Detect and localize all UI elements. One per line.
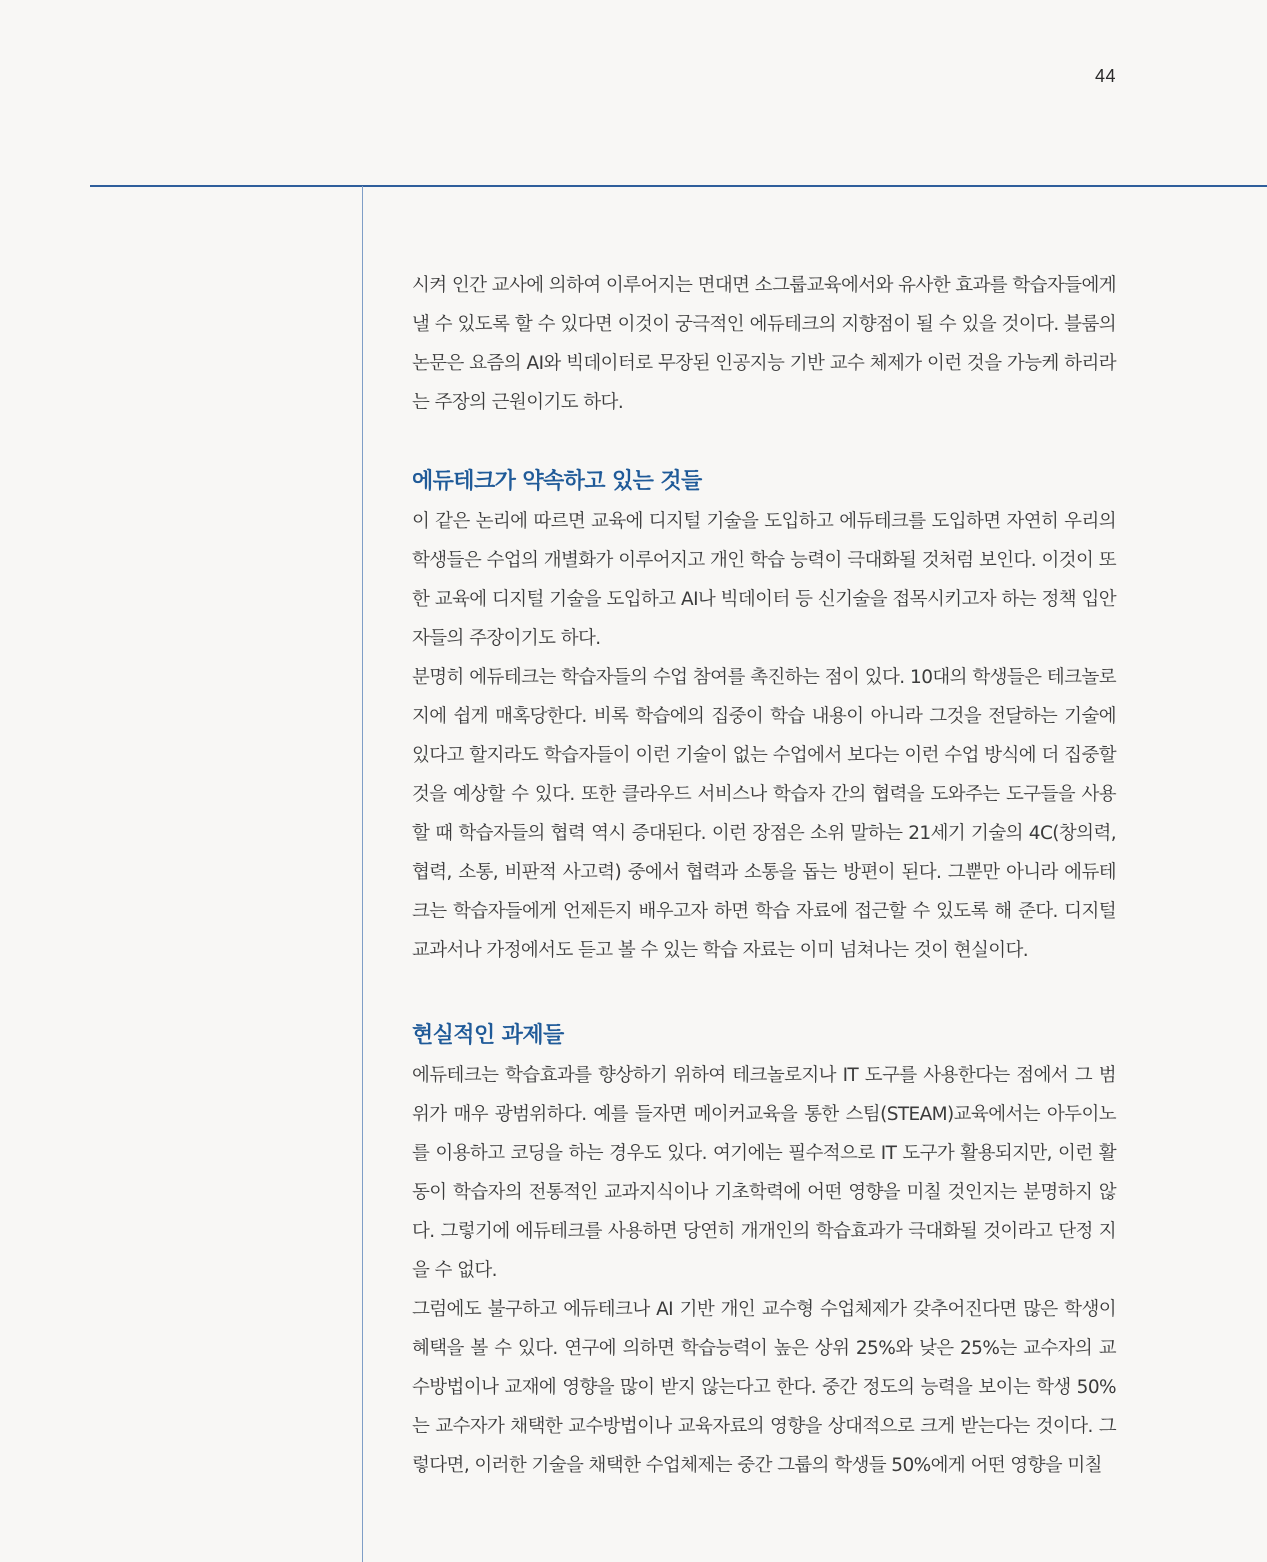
article-body bbox=[412, 266, 1116, 1485]
body-paragraph: 에듀테크는 학습효과를 향상하기 위하여 테크놀로지나 IT 도구를 사용한다는 점에서 그 범위가 매우 광범위하다. 예를 들자면 메이커교육을 통한 스팀(STEAM)교육에서는 아두이노를 이용하고 코딩을 하는 경우도 있다. 여기에는 필수적으로 IT 도구가 활용되지만, 이런 활동이 학습자의 전통적인 교과지식이나 기초학력에 어떤 영향을 미칠 것인지는 분명하지 않다. 그렇기에 에듀테크를 사용하면 당연히 개개인의 학습효과가 극대화될 것이라고 단정 지을 수 없다. bbox=[412, 1065, 1116, 1281]
body-paragraph: 그럼에도 불구하고 에듀테크나 AI 기반 개인 교수형 수업체제가 갖추어진다면 많은 학생이 혜택을 볼 수 있다. 연구에 의하면 학습능력이 높은 상위 25%와 낮은 25%는 교수자의 교수방법이나 교재에 영향을 많이 받지 않는다고 한다. 중간 정도의 능력을 보이는 학생 50%는 교수자가 채택한 교수방법이나 교육자료의 영향을 상대적으로 크게 받는다는 것이다. 그렇다면, 이러한 기술을 채택한 수업체제는 중간 그룹의 학생들 50%에게 어떤 영향을 미칠 bbox=[412, 1299, 1116, 1476]
body-paragraph: 분명히 에듀테크는 학습자들의 수업 참여를 촉진하는 점이 있다. 10대의 학생들은 테크놀로지에 쉽게 매혹당한다. 비록 학습에의 집중이 학습 내용이 아니라 그것을 전달하는 기술에 있다고 할지라도 학습자들이 이런 기술이 없는 수업에서 보다는 이런 수업 방식에 더 집중할 것을 예상할 수 있다. 또한 클라우드 서비스나 학습자 간의 협력을 도와주는 도구들을 사용할 때 학습자들의 협력 역시 증대된다. 이런 장점은 소위 말하는 21세기 기술의 4C(창의력, 협력, 소통, 비판적 사고력) 중에서 협력과 소통을 돕는 방편이 된다. 그뿐만 아니라 에듀테크는 학습자들에게 언제든지 배우고자 하면 학습 자료에 접근할 수 있도록 해 준다. 디지털교과서나 가정에서도 듣고 볼 수 있는 학습 자료는 이미 넘쳐나는 것이 현실이다. bbox=[412, 667, 1116, 961]
header-rule bbox=[90, 185, 1267, 187]
body-paragraph: 이 같은 논리에 따르면 교육에 디지털 기술을 도입하고 에듀테크를 도입하면 자연히 우리의 학생들은 수업의 개별화가 이루어지고 개인 학습 능력이 극대화될 것처럼 보인다. 이것이 또한 교육에 디지털 기술을 도입하고 AI나 빅데이터 등 신기술을 접목시키고자 하는 정책 입안자들의 주장이기도 하다. bbox=[412, 511, 1116, 649]
page-number: 44 bbox=[1094, 66, 1116, 86]
section-heading-promises: 에듀테크가 약속하고 있는 것들 bbox=[412, 469, 702, 494]
section-heading-challenges: 현실적인 과제들 bbox=[412, 1023, 564, 1048]
margin-rule bbox=[362, 186, 363, 1562]
intro-paragraph: 시켜 인간 교사에 의하여 이루어지는 면대면 소그룹교육에서와 유사한 효과를 학습자들에게 낼 수 있도록 할 수 있다면 이것이 궁극적인 에듀테크의 지향점이 될 수 있을 것이다. 블룸의 논문은 요즘의 AI와 빅데이터로 무장된 인공지능 기반 교수 체제가 이런 것을 가능케 하리라는 주장의 근원이기도 하다. bbox=[412, 275, 1116, 413]
